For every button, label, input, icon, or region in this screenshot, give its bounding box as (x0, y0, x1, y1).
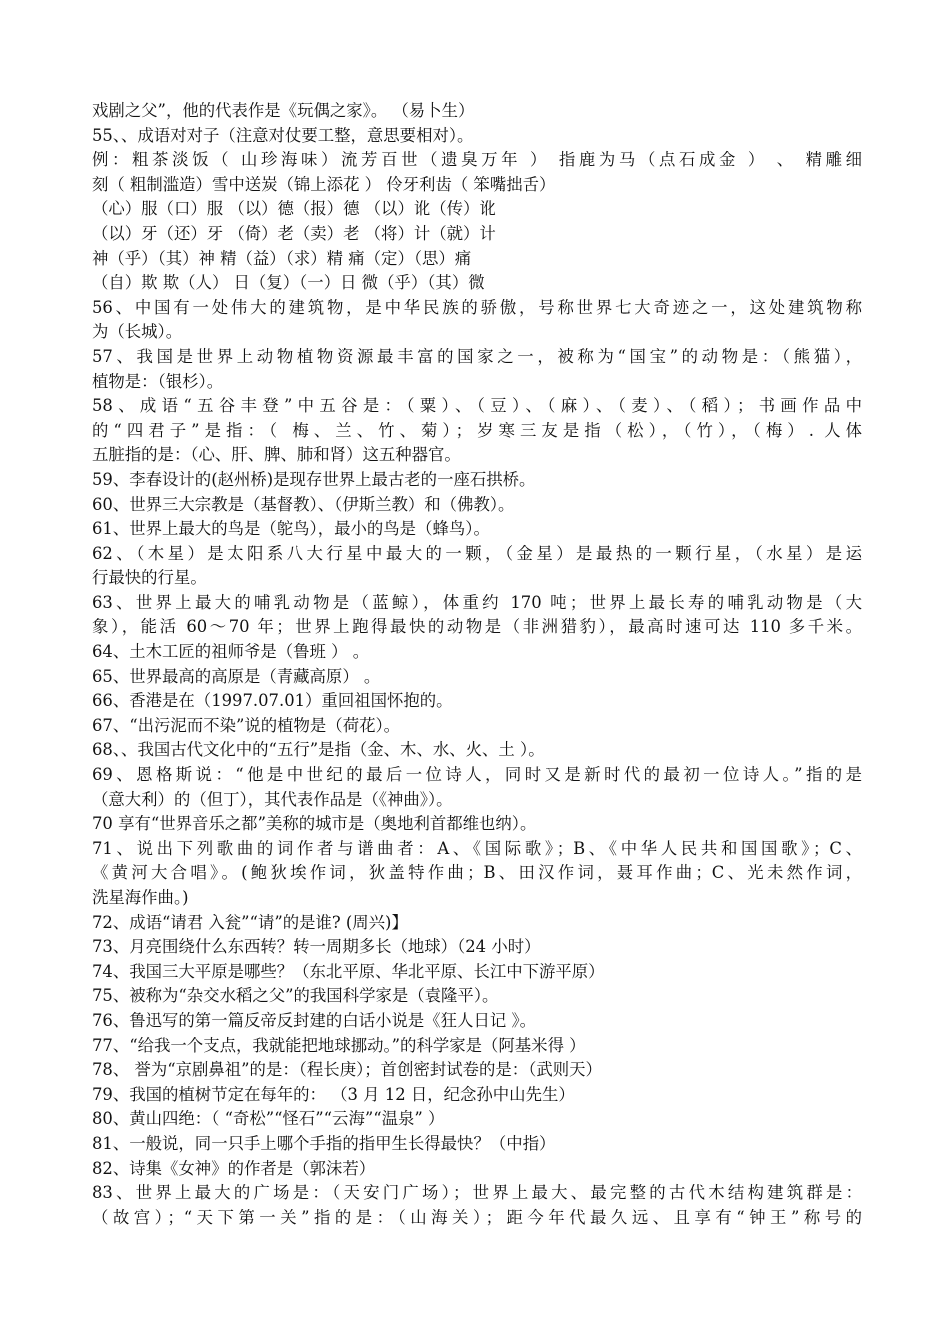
text-line: 74、我国三大平原是哪些？（东北平原、华北平原、长江中下游平原） (92, 961, 605, 981)
text-line: 66、香港是在（1997.07.01）重回祖国怀抱的。 (92, 691, 453, 711)
text-line: 57、我国是世界上动物植物资源最丰富的国家之一，被称为“国宝”的动物是：（熊猫）， (92, 346, 862, 366)
text-line: 56、中国有一处伟大的建筑物，是中华民族的骄傲，号称世界七大奇迹之一，这处建筑物称 (92, 297, 862, 317)
text-line: 72、成语“请君 入瓮”“请”的是谁? (周兴)】 (92, 912, 408, 932)
text-line: 刻（ 粗制滥造）雪中送炭（锦上添花 ） 伶牙利齿（ 笨嘴拙舌） (92, 174, 556, 194)
text-line: 68、、我国古代文化中的“五行”是指（金、木、水、火、土 ）。 (92, 740, 545, 760)
text-line: 76、鲁迅写的第一篇反帝反封建的白话小说是《狂人日记 》。 (92, 1010, 537, 1030)
text-line: 五脏指的是：（心、肝、脾、肺和肾）这五种器官。 (92, 445, 461, 465)
text-line: 83、世界上最大的广场是：（天安门广场）；世界上最大、最完整的古代木结构建筑群是： (92, 1183, 862, 1203)
text-line: 戏剧之父”，他的代表作是《玩偶之家》。 （易卜生） (92, 101, 475, 120)
text-line: 75、被称为“杂交水稻之父”的我国科学家是（袁隆平）。 (92, 986, 499, 1006)
document-page (92, 99, 862, 1230)
text-line: 78、 誉为“京剧鼻祖”的是：（程长庚）；首创密封试卷的是：（武则天） (92, 1060, 602, 1080)
text-line: 82、诗集《女神》的作者是（郭沫若） (92, 1158, 376, 1178)
text-line: （心）服（口）服 （以）德（报）德 （以）讹（传）讹 (92, 199, 496, 219)
text-line: 60、世界三大宗教是（基督教）、（伊斯兰教）和（佛教）。 (92, 494, 515, 514)
text-line: 55、、成语对对子（注意对仗要工整，意思要相对）。 (92, 125, 474, 145)
text-line: 73、月亮围绕什么东西转？转一周期多长（地球）（24 小时） (92, 937, 541, 957)
text-line: 67、“出污泥而不染”说的植物是（荷花）。 (92, 715, 401, 735)
text-line: 象），能活 60～70 年；世界上跑得最快的动物是（非洲猎豹），最高时速可达 110 多千米。 (92, 617, 862, 637)
text-line: 行最快的行星。 (92, 568, 207, 588)
text-line: 58、成语“五谷丰登”中五谷是：（粟）、（豆）、（麻）、（麦）、（稻）；书画作品中 (92, 396, 862, 416)
text-line: 《黄河大合唱》。(鲍狄埃作词，狄盖特作曲；B、田汉作词，聂耳作曲；C、光未然作词， (92, 863, 862, 883)
text-line: 65、世界最高的高原是（青藏高原） 。 (92, 666, 381, 686)
text-line: （故宫）；“天下第一关”指的是：（山海关）；距今年代最久远、且享有“钟王”称号的 (92, 1207, 862, 1227)
text-line: 为（长城）。 (92, 322, 183, 342)
text-line: 例：粗茶淡饭（ 山珍海味）流芳百世（遗臭万年 ） 指鹿为马（点石成金 ） 、 精雕细 (92, 150, 862, 170)
text-line: 59、李春设计的(赵州桥)是现存世界上最古老的一座石拱桥。 (92, 469, 536, 489)
text-line: （意大利）的（但丁），其代表作品是（《神曲》）。 (92, 789, 453, 809)
text-line: 62、（木星）是太阳系八大行星中最大的一颗，（金星）是最热的一颗行星，（水星）是运 (92, 543, 862, 563)
text-line: 的“四君子”是指：（ 梅、兰、竹、菊）；岁寒三友是指（松），（竹），（梅）. 人体 (92, 420, 862, 440)
text-line: 64、土木工匠的祖师爷是（鲁班 ） 。 (92, 642, 370, 662)
text-line: 洗星海作曲。) (92, 888, 189, 907)
text-line: （以）牙（还）牙 （倚）老（卖）老 （将）计（就）计 (92, 223, 496, 243)
text-line: 70 享有“世界音乐之都”美称的城市是（奥地利首都维也纳）。 (92, 814, 537, 834)
text-line: 63、世界上最大的哺乳动物是（蓝鲸），体重约 170 吨；世界上最长寿的哺乳动物是（大 (92, 592, 862, 612)
text-line: 61、世界上最大的鸟是（鸵鸟），最小的鸟是（蜂鸟）。 (92, 519, 490, 539)
text-line: （自）欺 欺（人） 日（复）（一）日 微（乎）（其）微 (92, 273, 485, 293)
text-line: 69、恩格斯说：“他是中世纪的最后一位诗人，同时又是新时代的最初一位诗人。”指的是 (92, 765, 862, 785)
text-line: 神（乎）（其）神 精（益）（求）精 痛（定）（思）痛 (92, 248, 472, 268)
text-line: 79、我国的植树节定在每年的： （3 月 12 日，纪念孙中山先生） (92, 1084, 575, 1104)
text-line: 77、“给我一个支点，我就能把地球挪动。”的科学家是（阿基米得 ） (92, 1035, 586, 1055)
text-line: 81、一般说，同一只手上哪个手指的指甲生长得最快？（中指） (92, 1133, 556, 1153)
text-line: 植物是：（银杉）。 (92, 371, 224, 391)
text-line: 80、黄山四绝：（ “奇松”“怪石”“云海”“温泉” ） (92, 1109, 445, 1129)
text-line: 71、说出下列歌曲的词作者与谱曲者：A、《国际歌》；B、《中华人民共和国国歌》；C、 (92, 838, 862, 858)
